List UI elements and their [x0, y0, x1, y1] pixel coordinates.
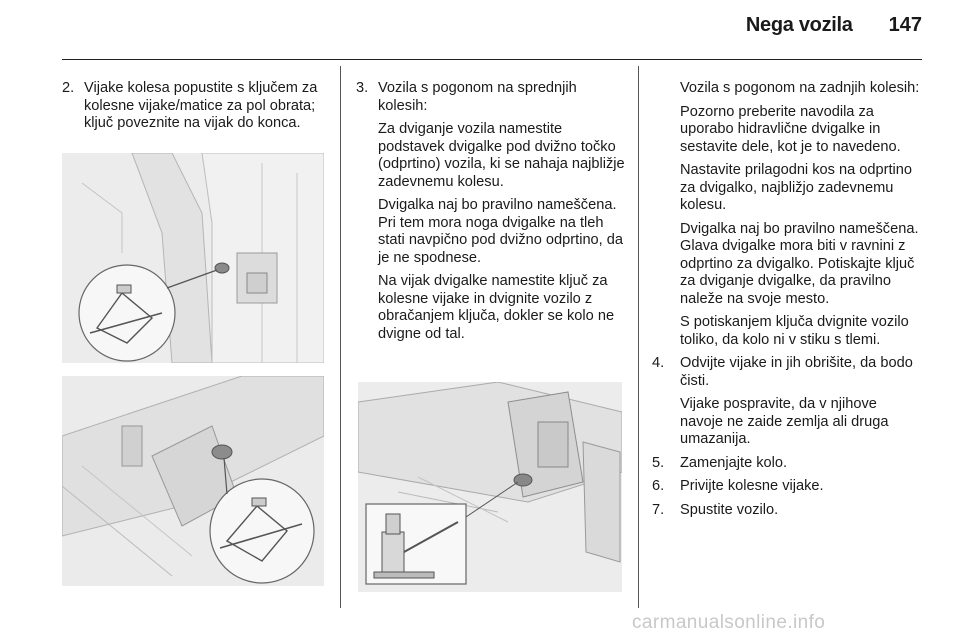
step-3: [356, 80, 628, 115]
step-number: 5.: [652, 454, 665, 471]
step-title: Vozila s pogonom na sprednjih kolesih:: [378, 80, 577, 114]
illustration-jack-point-front: [62, 153, 324, 363]
step-6: [652, 478, 922, 496]
step-3-paragraph-1: Za dviganje vozila namestite podstavek dvigalke pod dvižno točko (odprtino) vozila, ki se nahaja najbližje zadevnemu kolesu.: [378, 121, 625, 190]
illustration-jack-placed: [62, 376, 324, 586]
rear-paragraph-3: Dvigalka naj bo pravilno nameščena. Glava dvigalke mora biti v ravnini z odprtino za dvigalko. Potiskajte ključ za dviganje dvigalke, da pravilno naleže na svoje mesto.: [680, 220, 919, 307]
step-number: 3.: [356, 80, 369, 96]
section-title: Nega vozila: [745, 14, 853, 36]
step-4-note: Vijake pospravite, da v njihove navoje ne zaide zemlja ali druga umazanija.: [680, 396, 889, 447]
step-number: 6.: [652, 478, 665, 494]
illustration-hydraulic-jack: [358, 382, 622, 592]
step-text: Privijte kolesne vijake.: [680, 478, 824, 494]
rear-paragraph-4: S potiskanjem ključa dvignite vozilo toliko, da kolo ni v stiku s tlemi.: [680, 314, 909, 348]
step-7: [652, 502, 922, 520]
step-3-paragraph-2: Dvigalka naj bo pravilno nameščena. Pri tem mora noga dvigalke na tleh stati navpično pod dvižno odprtino, da je ne spodnese.: [378, 197, 624, 266]
step-5: [652, 455, 922, 473]
step-number: 2.: [62, 80, 75, 96]
column-2: [356, 80, 628, 349]
step-number: 4.: [652, 355, 665, 371]
step-text: Spustite vozilo.: [680, 501, 779, 518]
step-text: Vijake kolesa popustite s ključem za kolesne vijake/matice za pol obrata; ključ poveznite na vijak do konca.: [84, 80, 318, 131]
column-divider-2: [638, 66, 639, 608]
rear-paragraph-1: Pozorno preberite navodila za uporabo hidravlične dvigalke in sestavite dele, kot je to navedeno.: [680, 103, 901, 155]
step-number: 7.: [652, 501, 665, 518]
header-rule: [62, 59, 922, 60]
column-divider-1: [340, 66, 341, 608]
step-2: [62, 80, 324, 133]
rear-drive-title: Vozila s pogonom na zadnjih kolesih:: [680, 80, 920, 96]
column-1: [62, 80, 324, 139]
page-header: [746, 14, 922, 37]
step-3-paragraph-3: Na vijak dvigalke namestite ključ za kolesne vijake in dvignite vozilo z obračanjem ključa, dokler se kolo ne dvigne od tal.: [378, 273, 615, 342]
step-4: [652, 355, 922, 390]
column-3: [652, 80, 922, 525]
watermark: carmanualsonline.info: [632, 612, 826, 633]
step-text: Odvijte vijake in jih obrišite, da bodo čisti.: [680, 355, 913, 389]
rear-paragraph-2: Nastavite prilagodni kos na odprtino za dvigalko, najbližjo zadevnemu kolesu.: [680, 162, 913, 213]
page-number: 147: [888, 14, 922, 36]
step-text: Zamenjajte kolo.: [680, 454, 788, 471]
